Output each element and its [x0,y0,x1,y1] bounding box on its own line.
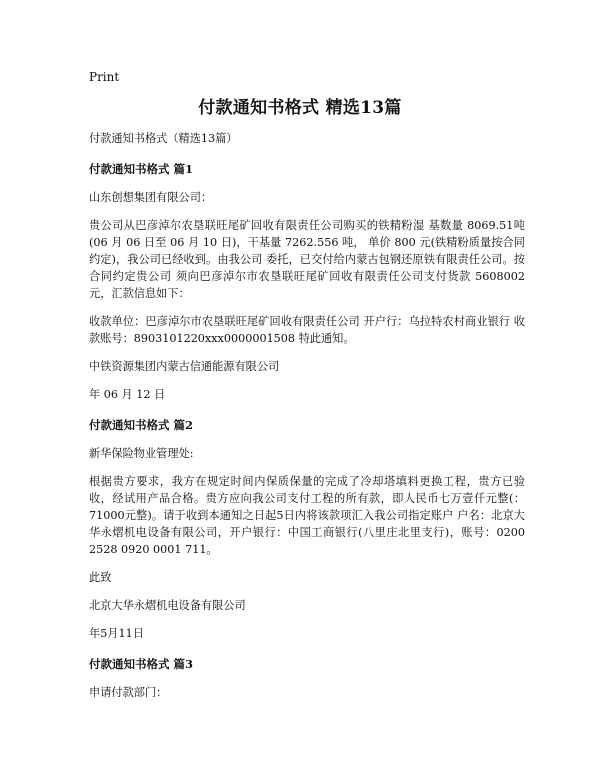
section-2-body: 根据贵方要求，我方在规定时间内保质保量的完成了冷却塔填料更换工程，贵方已验收，经试用产品合格。贵方应向我公司支付工程的所有款，即人民币七万壹仟元整(：71000元整)。请于收到本通知之日起5日内将该款项汇入我公司指定账户 户名：北京大华永熠机电设备有限公司，开户银行：中国工商银行(八里庄北里支行)，账号：0200 2528 0920 0001 711。 [89,475,525,556]
print-label: Print [89,70,120,84]
page-title: 付款通知书格式 精选13篇 [198,98,402,118]
section-2-addressee: 新华保险物业管理处: [89,447,194,460]
section-3-request-department: 申请付款部门： [89,686,168,699]
document-subtitle: 付款通知书格式（精选13篇） [89,132,238,145]
section-2-closing: 此致 [89,571,112,584]
document-content [89,130,525,712]
section-1-body: 贵公司从巴彦淖尔农垦联旺尾矿回收有限责任公司购买的铁精粉湿 基数量 8069.51吨(06 月 06 日至 06 月 10 日)，干基量 7262.556 吨， 单价 800 元(铁精粉质量按合同约定)，我公司已经收到。由我公司 委托，已交付给内蒙古包钢还原铁有限责任公司。按合同约定贵公司 须向巴彦淖尔市农垦联旺尾矿回收有限责任公司支付货款 5608002 元，汇款信息如下： [89,219,525,300]
section-heading-3: 付款通知书格式 篇3 [89,657,194,671]
section-2-sender: 北京大华永熠机电设备有限公司 [89,599,246,612]
section-1-date: 年 06 月 12 日 [89,388,166,401]
section-1-payment-info: 收款单位：巴彦淖尔市农垦联旺尾矿回收有限责任公司 开户行：乌拉特农村商业银行 收款账号：8903101220xxx0000001508 特此通知。 [89,315,525,345]
section-1-sender: 中铁资源集团内蒙古信通能源有限公司 [89,360,280,373]
section-2-date: 年5月11日 [89,627,144,640]
section-1-addressee: 山东创想集团有限公司： [89,191,213,204]
section-heading-2: 付款通知书格式 篇2 [89,418,194,432]
section-heading-1: 付款通知书格式 篇1 [89,162,194,176]
